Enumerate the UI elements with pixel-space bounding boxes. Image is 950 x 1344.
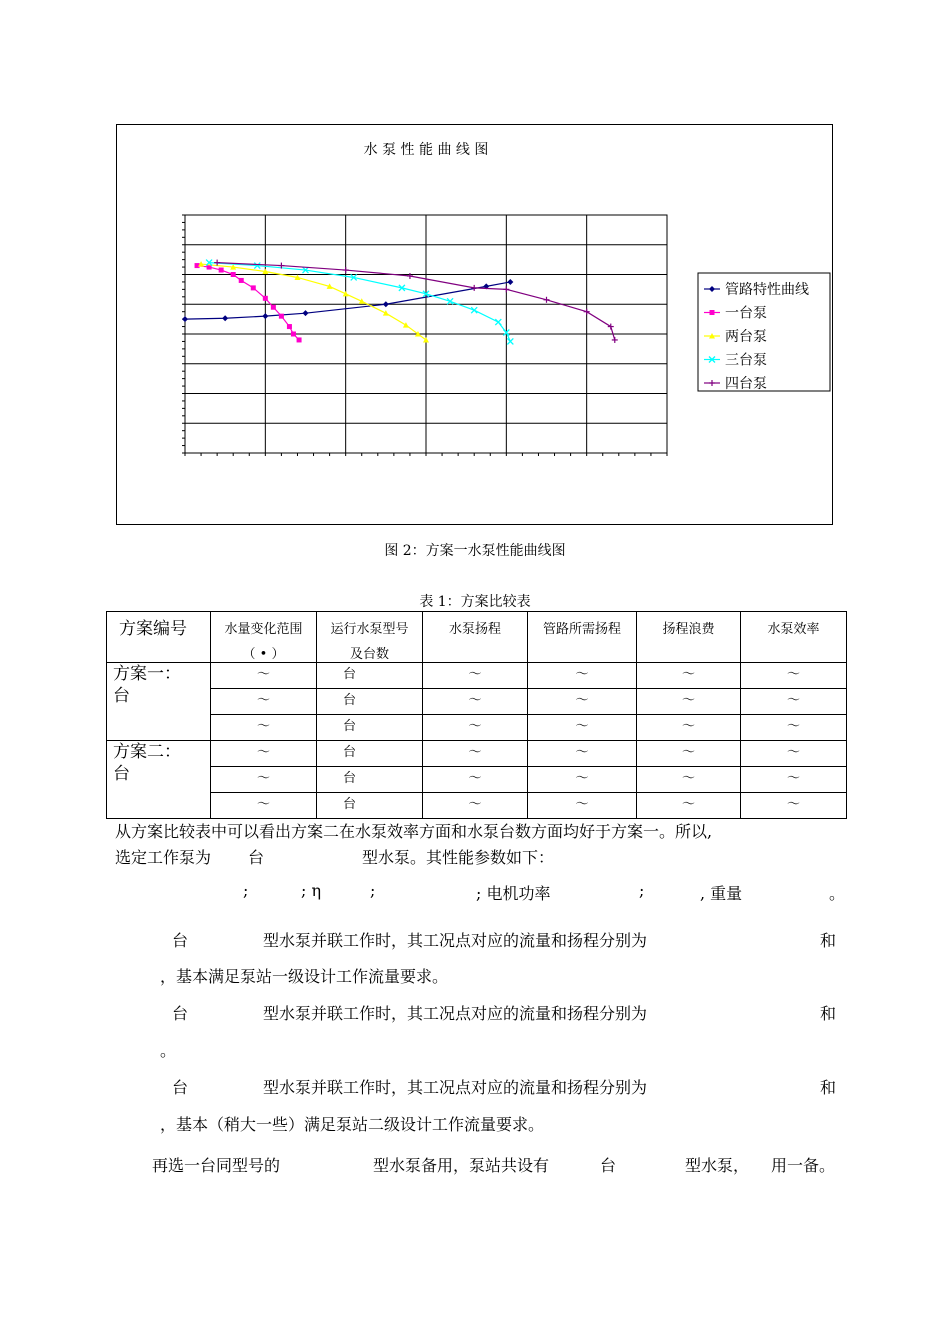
table-cell: ～	[741, 741, 847, 767]
table-cell: ～	[528, 793, 637, 819]
pump-performance-chart	[116, 124, 833, 525]
header-flow-range: 水量变化范围 （ • ）	[211, 612, 317, 663]
data-point	[219, 268, 224, 273]
table-cell: ～	[211, 663, 317, 689]
paragraph-conclusion-line2a: 选定工作泵为	[115, 848, 212, 867]
param-end: 。	[829, 884, 846, 903]
table-cell: ～	[423, 741, 528, 767]
header-pump-efficiency: 水泵效率	[741, 612, 847, 663]
para4-text: 型水泵并联工作时，其工况点对应的流量和扬程分别为	[263, 1078, 648, 1097]
param-sep-1: ;	[243, 881, 249, 900]
data-point	[263, 296, 268, 301]
table-header-row	[107, 612, 847, 663]
table-cell: 台	[317, 793, 423, 819]
chart-title: 水 泵 性 能 曲 线 图	[363, 142, 489, 158]
table-cell: ～	[423, 767, 528, 793]
table-cell: ～	[637, 689, 741, 715]
data-point	[239, 278, 244, 283]
table-cell: ～	[211, 767, 317, 793]
legend-label: 三台泵	[725, 352, 767, 369]
table-row	[107, 767, 847, 793]
table-row	[107, 793, 847, 819]
table-caption: 表 1：方案比较表	[419, 594, 531, 610]
data-point	[251, 285, 256, 290]
legend-label: 管路特性曲线	[725, 282, 809, 298]
table-cell: ～	[741, 793, 847, 819]
table-cell: ～	[741, 715, 847, 741]
legend-label: 一台泵	[725, 305, 767, 322]
table-cell: ～	[528, 663, 637, 689]
table-cell: ～	[637, 715, 741, 741]
header-pump-head: 水泵扬程	[423, 612, 528, 663]
para3-and: 和	[820, 1004, 837, 1023]
table-cell: 台	[317, 767, 423, 793]
para5-b: 型水泵备用，泵站共设有	[373, 1156, 550, 1175]
para2-count: 台	[172, 931, 189, 950]
table-cell: ～	[423, 689, 528, 715]
header-scheme-id: 方案编号	[107, 612, 211, 663]
table-cell: ～	[528, 741, 637, 767]
para2-line2: ，基本满足泵站一级设计工作流量要求。	[160, 967, 449, 986]
para5-c: 台	[600, 1156, 617, 1175]
para2-and: 和	[820, 931, 837, 950]
table-cell: ～	[741, 663, 847, 689]
table-row	[107, 741, 847, 767]
legend-label: 两台泵	[725, 329, 767, 345]
legend-label: 四台泵	[725, 376, 767, 392]
scheme-label: 方案一： 台	[107, 663, 211, 741]
para4-and: 和	[820, 1078, 837, 1097]
para5-e: 用一备。	[771, 1156, 836, 1175]
paragraph-conclusion-line1: 从方案比较表中可以看出方案二在水泵效率方面和水泵台数方面均好于方案一。所以,	[115, 822, 713, 841]
table-row	[107, 663, 847, 689]
table-cell: ～	[528, 767, 637, 793]
para3-text: 型水泵并联工作时，其工况点对应的流量和扬程分别为	[263, 1004, 648, 1023]
table-cell: ～	[741, 767, 847, 793]
chart-svg	[117, 125, 832, 524]
table-cell: 台	[317, 689, 423, 715]
table-cell: ～	[211, 741, 317, 767]
para5-a: 再选一台同型号的	[152, 1156, 281, 1175]
para4-line2: ，基本（稍大一些）满足泵站二级设计工作流量要求。	[160, 1115, 545, 1134]
table-row	[107, 715, 847, 741]
paragraph-conclusion-line2c: 型水泵。其性能参数如下：	[362, 848, 555, 867]
table-cell: ～	[637, 741, 741, 767]
data-point	[291, 332, 296, 337]
para4-count: 台	[172, 1078, 189, 1097]
para3-count: 台	[172, 1004, 189, 1023]
table-cell: ～	[528, 715, 637, 741]
table-cell: ～	[211, 715, 317, 741]
param-sep-eta: ; η	[301, 881, 322, 900]
table-cell: ～	[741, 689, 847, 715]
table-cell: 台	[317, 663, 423, 689]
table-cell: ～	[211, 689, 317, 715]
table-cell: 台	[317, 741, 423, 767]
data-point	[279, 314, 284, 319]
comparison-table	[106, 611, 847, 819]
table-cell: ～	[637, 663, 741, 689]
table-cell: ～	[211, 793, 317, 819]
data-point	[271, 305, 276, 310]
header-head-waste: 扬程浪费	[637, 612, 741, 663]
table-cell: ～	[423, 715, 528, 741]
table-cell: ～	[528, 689, 637, 715]
para3-line2: 。	[160, 1041, 177, 1060]
param-sep-5: ;	[639, 881, 645, 900]
header-pump-model: 运行水泵型号 及台数	[317, 612, 423, 663]
scheme-label: 方案二： 台	[107, 741, 211, 819]
data-point	[231, 272, 236, 277]
para5-d: 型水泵，	[685, 1156, 750, 1175]
header-required-head: 管路所需扬程	[528, 612, 637, 663]
paragraph-conclusion-line2b: 台	[248, 848, 265, 867]
table-cell: ～	[637, 767, 741, 793]
legend-swatch-marker	[710, 310, 715, 315]
table-cell: 台	[317, 715, 423, 741]
param-motor-power: ; 电机功率	[476, 884, 551, 903]
data-point	[297, 337, 302, 342]
figure-caption: 图 2：方案一水泵性能曲线图	[384, 543, 566, 559]
para2-text: 型水泵并联工作时，其工况点对应的流量和扬程分别为	[263, 931, 648, 950]
table-row	[107, 689, 847, 715]
table-cell: ～	[637, 793, 741, 819]
table-cell: ～	[423, 793, 528, 819]
param-weight: , 重量	[700, 884, 743, 903]
param-sep-3: ;	[370, 881, 376, 900]
table-cell: ～	[423, 663, 528, 689]
data-point	[287, 324, 292, 329]
